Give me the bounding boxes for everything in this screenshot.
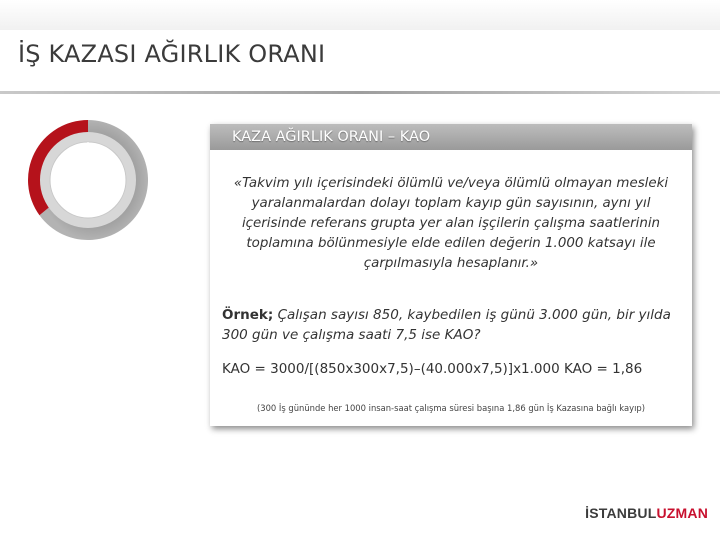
formula-text: KAO = 3000/[(850x300x7,5)–(40.000x7,5)]x1.000 KAO = 1,86 bbox=[222, 361, 643, 377]
definition-card bbox=[210, 124, 692, 426]
example-text bbox=[222, 305, 682, 345]
ring-notch bbox=[61, 198, 64, 202]
top-band bbox=[0, 0, 720, 30]
title-divider bbox=[0, 91, 720, 94]
page-title: İŞ KAZASI AĞIRLIK ORANI bbox=[18, 40, 326, 68]
example-label: Örnek; bbox=[222, 307, 274, 323]
definition-text: «Takvim yılı içerisindeki ölümlü ve/veya ölümlü olmayan mesleki yaralanmalardan dolayı toplam kayıp gün sayısının, aynı yıl içerisinde referans grupta yer alan işçilerin çalışma saatlerinin toplamına bölünmesiyle elde edilen değerin 1.000 katsayı ile çarpılmasıyla hesaplanır.» bbox=[233, 176, 669, 271]
ring-notch bbox=[115, 191, 120, 194]
footnote-text: (300 İş gününde her 1000 insan-saat çalışma süresi başına 1,86 gün İş Kazasına bağlı kayıp) bbox=[256, 403, 646, 413]
brand-part-1: İSTANBUL bbox=[585, 505, 657, 521]
card-header: KAZA AĞIRLIK ORANI – KAO bbox=[210, 124, 692, 150]
brand-part-2: UZMAN bbox=[656, 505, 708, 521]
ring-inner-edge bbox=[50, 142, 126, 218]
ring-notch bbox=[55, 190, 60, 192]
brand-logo bbox=[585, 505, 708, 521]
example-question: Çalışan sayısı 850, kaybedilen iş günü 3.000 gün, bir yılda 300 gün ve çalışma saati 7,5 ise KAO? bbox=[222, 307, 671, 343]
ring-inner-band bbox=[45, 137, 131, 223]
decorative-ring-icon bbox=[28, 120, 148, 240]
